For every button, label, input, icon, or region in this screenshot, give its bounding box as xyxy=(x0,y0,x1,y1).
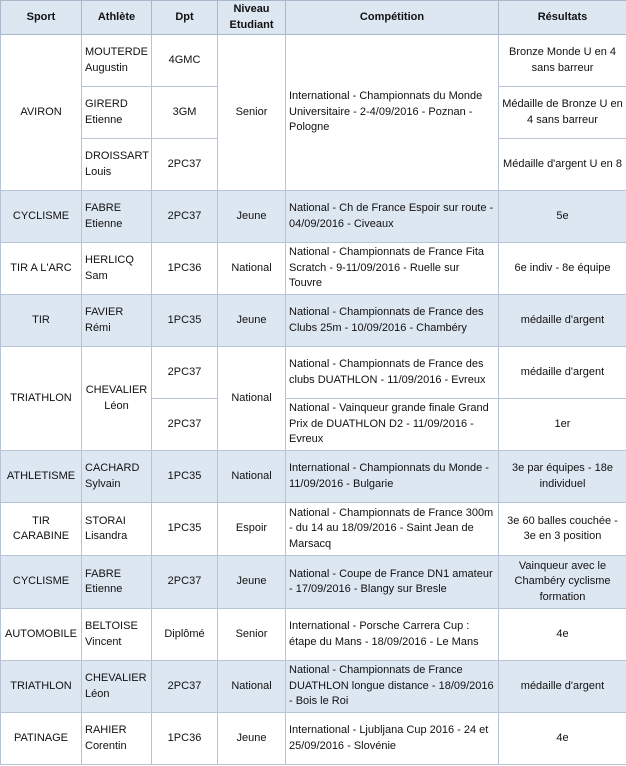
cell-competition: National - Vainqueur grande finale Grand Prix de DUATHLON D2 - 11/09/2016 - Evreux xyxy=(286,399,499,451)
header-dpt: Dpt xyxy=(152,1,218,35)
header-row xyxy=(1,1,626,35)
cell-niveau: National xyxy=(218,243,286,295)
cell-resultat: 6e indiv - 8e équipe xyxy=(499,243,626,295)
cell-niveau: National xyxy=(218,347,286,451)
cell-dpt: 1PC36 xyxy=(152,713,218,765)
cell-athlete: FAVIER Rémi xyxy=(82,295,152,347)
cell-niveau: Senior xyxy=(218,609,286,661)
cell-sport: CYCLISME xyxy=(1,191,82,243)
cell-dpt: 2PC37 xyxy=(152,556,218,609)
header-niveau-line1: Niveau xyxy=(233,3,270,15)
cell-resultat: 1er xyxy=(499,399,626,451)
table-row xyxy=(1,609,626,661)
cell-niveau: Jeune xyxy=(218,713,286,765)
cell-competition: National - Championnats de France des Clubs 25m - 10/09/2016 - Chambéry xyxy=(286,295,499,347)
table-row xyxy=(1,243,626,295)
cell-athlete: DROISSART Louis xyxy=(82,139,152,191)
table-row xyxy=(1,451,626,503)
cell-dpt: 2PC37 xyxy=(152,139,218,191)
cell-athlete: CACHARD Sylvain xyxy=(82,451,152,503)
cell-niveau: National xyxy=(218,661,286,713)
cell-athlete: RAHIER Corentin xyxy=(82,713,152,765)
cell-resultat: 4e xyxy=(499,609,626,661)
cell-niveau: National xyxy=(218,451,286,503)
header-sport: Sport xyxy=(1,1,82,35)
cell-dpt: 1PC35 xyxy=(152,295,218,347)
cell-sport: AVIRON xyxy=(1,35,82,191)
cell-sport: PATINAGE xyxy=(1,713,82,765)
cell-athlete: MOUTERDE Augustin xyxy=(82,35,152,87)
cell-sport: TRIATHLON xyxy=(1,661,82,713)
cell-competition: International - Championnats du Monde - 11/09/2016 - Bulgarie xyxy=(286,451,499,503)
cell-athlete: BELTOISE Vincent xyxy=(82,609,152,661)
cell-resultat: médaille d'argent xyxy=(499,295,626,347)
table-row xyxy=(1,35,626,87)
cell-dpt: 1PC36 xyxy=(152,243,218,295)
cell-niveau: Jeune xyxy=(218,191,286,243)
cell-resultat: Bronze Monde U en 4 sans barreur xyxy=(499,35,626,87)
cell-resultat: 3e 60 balles couchée - 3e en 3 position xyxy=(499,503,626,556)
cell-athlete: STORAI Lisandra xyxy=(82,503,152,556)
cell-niveau: Senior xyxy=(218,35,286,191)
cell-niveau: Jeune xyxy=(218,556,286,609)
cell-competition: International - Championnats du Monde Universitaire - 2-4/09/2016 - Poznan - Pologne xyxy=(286,35,499,191)
header-competition: Compétition xyxy=(286,1,499,35)
cell-dpt: 4GMC xyxy=(152,35,218,87)
table-row xyxy=(1,347,626,399)
cell-dpt: 2PC37 xyxy=(152,347,218,399)
cell-sport: TIR A L'ARC xyxy=(1,243,82,295)
cell-resultat: médaille d'argent xyxy=(499,661,626,713)
header-athlete: Athlète xyxy=(82,1,152,35)
cell-competition: National - Coupe de France DN1 amateur - 17/09/2016 - Blangy sur Bresle xyxy=(286,556,499,609)
table-row xyxy=(1,713,626,765)
cell-sport: AUTOMOBILE xyxy=(1,609,82,661)
cell-competition: International - Ljubljana Cup 2016 - 24 et 25/09/2016 - Slovénie xyxy=(286,713,499,765)
cell-competition: International - Porsche Carrera Cup : étape du Mans - 18/09/2016 - Le Mans xyxy=(286,609,499,661)
cell-sport: TIR CARABINE xyxy=(1,503,82,556)
header-niveau xyxy=(218,1,286,35)
cell-competition: National - Championnats de France 300m - du 14 au 18/09/2016 - Saint Jean de Marsacq xyxy=(286,503,499,556)
cell-dpt: 2PC37 xyxy=(152,661,218,713)
table-row xyxy=(1,556,626,609)
header-resultats: Résultats xyxy=(499,1,626,35)
cell-competition: National - Championnats de France DUATHLON longue distance - 18/09/2016 - Bois le Roi xyxy=(286,661,499,713)
cell-competition: National - Championnats de France des clubs DUATHLON - 11/09/2016 - Evreux xyxy=(286,347,499,399)
table-row xyxy=(1,191,626,243)
cell-dpt: Diplômé xyxy=(152,609,218,661)
cell-athlete: GIRERD Etienne xyxy=(82,87,152,139)
cell-dpt: 1PC35 xyxy=(152,451,218,503)
cell-resultat: Médaille de Bronze U en 4 sans barreur xyxy=(499,87,626,139)
cell-sport: TRIATHLON xyxy=(1,347,82,451)
cell-sport: ATHLETISME xyxy=(1,451,82,503)
cell-athlete: HERLICQ Sam xyxy=(82,243,152,295)
table-row xyxy=(1,661,626,713)
cell-niveau: Jeune xyxy=(218,295,286,347)
cell-niveau: Espoir xyxy=(218,503,286,556)
cell-athlete: FABRE Etienne xyxy=(82,556,152,609)
cell-resultat: 5e xyxy=(499,191,626,243)
cell-athlete: CHEVALIER Léon xyxy=(82,661,152,713)
cell-resultat: Médaille d'argent U en 8 xyxy=(499,139,626,191)
cell-dpt: 2PC37 xyxy=(152,399,218,451)
cell-sport: TIR xyxy=(1,295,82,347)
cell-athlete: CHEVALIER Léon xyxy=(82,347,152,451)
cell-competition: National - Championnats de France Fita Scratch - 9-11/09/2016 - Ruelle sur Touvre xyxy=(286,243,499,295)
cell-resultat: 4e xyxy=(499,713,626,765)
cell-resultat: Vainqueur avec le Chambéry cyclisme formation xyxy=(499,556,626,609)
cell-dpt: 3GM xyxy=(152,87,218,139)
cell-dpt: 2PC37 xyxy=(152,191,218,243)
cell-sport: CYCLISME xyxy=(1,556,82,609)
cell-resultat: médaille d'argent xyxy=(499,347,626,399)
cell-dpt: 1PC35 xyxy=(152,503,218,556)
cell-athlete: FABRE Etienne xyxy=(82,191,152,243)
table-row xyxy=(1,295,626,347)
table-row xyxy=(1,503,626,556)
header-niveau-line2: Etudiant xyxy=(229,18,274,31)
cell-competition: National - Ch de France Espoir sur route - 04/09/2016 - Civeaux xyxy=(286,191,499,243)
cell-resultat: 3e par équipes - 18e individuel xyxy=(499,451,626,503)
